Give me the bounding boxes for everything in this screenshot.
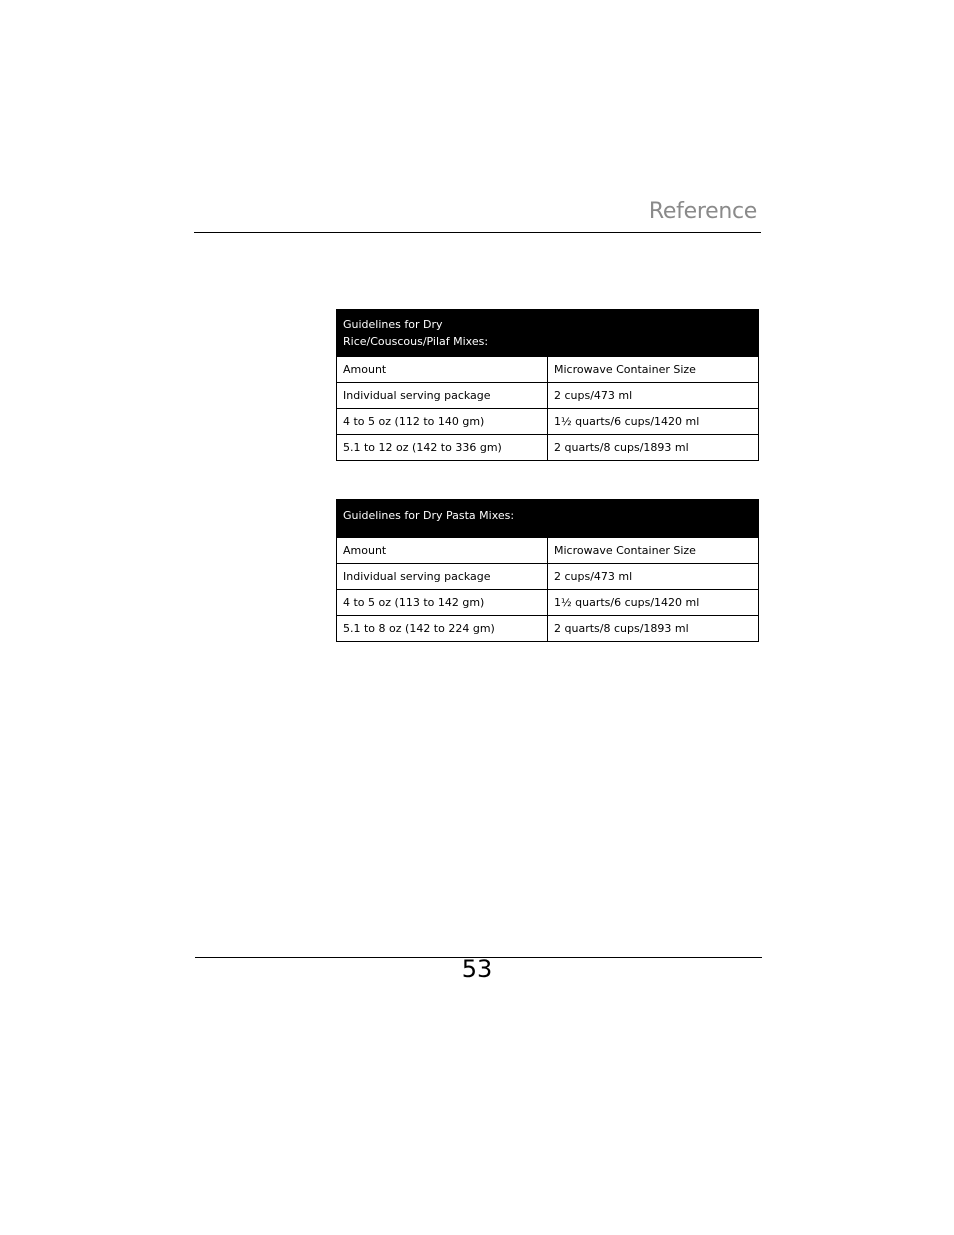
table-row <box>337 435 759 461</box>
amount-cell: 4 to 5 oz (113 to 142 gm) <box>337 590 548 616</box>
rice-guidelines-table <box>336 309 759 461</box>
container-size-cell: 2 quarts/8 cups/1893 ml <box>548 435 759 461</box>
header-divider <box>194 232 761 233</box>
table-title-row <box>337 500 759 538</box>
table-title-row <box>337 310 759 357</box>
container-size-cell: 2 cups/473 ml <box>548 383 759 409</box>
section-title: Reference <box>648 199 757 224</box>
table-title: Guidelines for Dry Rice/Couscous/Pilaf Mixes: <box>337 310 759 357</box>
amount-cell: Individual serving package <box>337 383 548 409</box>
container-size-cell: 1½ quarts/6 cups/1420 ml <box>548 590 759 616</box>
table-header-row <box>337 538 759 564</box>
table-title: Guidelines for Dry Pasta Mixes: <box>337 500 759 538</box>
container-size-cell: 2 quarts/8 cups/1893 ml <box>548 616 759 642</box>
amount-cell: Individual serving package <box>337 564 548 590</box>
table-row <box>337 383 759 409</box>
container-size-cell: 2 cups/473 ml <box>548 564 759 590</box>
column-header-container-size: Microwave Container Size <box>548 357 759 383</box>
column-header-amount: Amount <box>337 357 548 383</box>
page-number: 53 <box>461 955 493 983</box>
pasta-guidelines-table <box>336 499 759 642</box>
column-header-amount: Amount <box>337 538 548 564</box>
column-header-container-size: Microwave Container Size <box>548 538 759 564</box>
table-row <box>337 590 759 616</box>
amount-cell: 5.1 to 12 oz (142 to 336 gm) <box>337 435 548 461</box>
container-size-cell: 1½ quarts/6 cups/1420 ml <box>548 409 759 435</box>
table-row <box>337 564 759 590</box>
amount-cell: 5.1 to 8 oz (142 to 224 gm) <box>337 616 548 642</box>
amount-cell: 4 to 5 oz (112 to 140 gm) <box>337 409 548 435</box>
table-row <box>337 616 759 642</box>
table-header-row <box>337 357 759 383</box>
table-row <box>337 409 759 435</box>
